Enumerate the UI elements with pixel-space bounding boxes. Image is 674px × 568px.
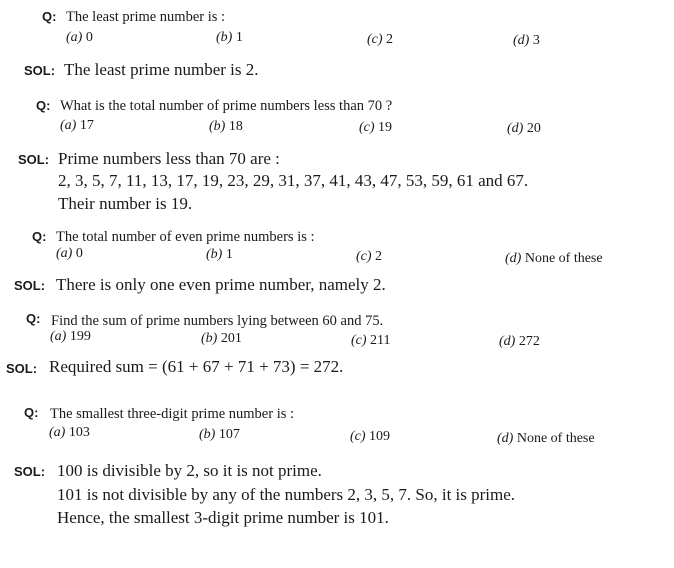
option-label: (b) [216,30,233,45]
option-value: 0 [75,246,83,261]
option-value: 3 [532,33,540,48]
option-label: (c) [356,249,372,264]
option-label: (b) [199,427,216,442]
question-text: The total number of even prime numbers is : [56,229,315,245]
option-value: 17 [79,118,94,133]
option-b [216,30,243,46]
option-label: (a) [49,425,66,440]
option-value: 1 [235,30,243,45]
option-d [505,251,603,267]
option-label: (a) [60,118,77,133]
option-value: 211 [370,333,391,348]
option-label: (b) [201,331,218,346]
option-label: (a) [66,30,83,45]
option-label: (d) [499,334,516,349]
question-text: The least prime number is : [66,9,226,25]
solution-tag: SOL: [14,464,46,479]
option-value: 18 [228,119,243,134]
solution-line: Required sum = (61 + 67 + 71 + 73) = 272. [49,357,344,376]
option-value: 2 [386,32,394,47]
option-value: 103 [68,425,90,440]
solution-tag: SOL: [18,152,50,167]
option-label: (a) [56,246,73,261]
question-tag: Q: [26,311,41,326]
question-tag: Q: [24,405,39,420]
option-value: 272 [518,334,540,349]
option-label: (d) [497,431,514,446]
solution-line: Prime numbers less than 70 are : [58,149,280,168]
option-label: (b) [206,247,223,262]
option-label: (c) [367,32,383,47]
option-b [209,119,243,135]
option-c [367,32,393,48]
solution-tag: SOL: [6,361,38,376]
option-label: (b) [209,119,226,134]
option-b [206,247,233,263]
option-value: 199 [69,329,91,344]
question-text: The smallest three-digit prime number is : [50,406,295,422]
solution-line: There is only one even prime number, namely 2. [56,275,386,294]
solution-line: Hence, the smallest 3-digit prime number is 101. [57,508,389,527]
question-text: Find the sum of prime numbers lying between 60 and 75. [51,313,384,329]
option-label: (c) [359,120,375,135]
option-value: 19 [378,120,393,135]
option-a [50,329,91,345]
option-b [201,331,242,347]
option-value: 1 [225,247,233,262]
option-a [66,30,93,46]
solution-line: Their number is 19. [58,194,193,213]
question-tag: Q: [42,9,57,24]
solution-line: 2, 3, 5, 7, 11, 13, 17, 19, 23, 29, 31, 37, 41, 43, 47, 53, 59, 61 and 67. [58,171,529,190]
option-value: None of these [524,251,603,266]
option-value: 2 [375,249,383,264]
option-label: (a) [50,329,67,344]
option-c [350,429,390,445]
option-a [60,118,94,134]
question-tag: Q: [36,98,51,113]
solution-tag: SOL: [24,63,56,78]
option-value: 0 [85,30,93,45]
option-value: 107 [218,427,240,442]
option-a [49,425,90,441]
question-text: What is the total number of prime numbers less than 70 ? [60,98,393,114]
option-c [359,120,392,136]
solution-line: 100 is divisible by 2, so it is not prime. [57,461,322,480]
option-d [499,334,540,350]
option-d [513,33,540,49]
option-label: (d) [505,251,522,266]
option-value: 109 [369,429,391,444]
solution-line: 101 is not divisible by any of the numbers 2, 3, 5, 7. So, it is prime. [57,485,516,504]
option-b [199,427,240,443]
solution-line: The least prime number is 2. [64,60,259,79]
option-label: (c) [350,429,366,444]
option-d [497,431,595,447]
solution-tag: SOL: [14,278,46,293]
option-value: 20 [526,121,541,136]
option-a [56,246,83,262]
option-c [351,333,391,349]
option-label: (c) [351,333,367,348]
option-label: (d) [507,121,524,136]
question-tag: Q: [32,229,47,244]
option-value: 201 [220,331,242,346]
option-c [356,249,382,265]
option-value: None of these [516,431,595,446]
option-d [507,121,541,137]
option-label: (d) [513,33,530,48]
